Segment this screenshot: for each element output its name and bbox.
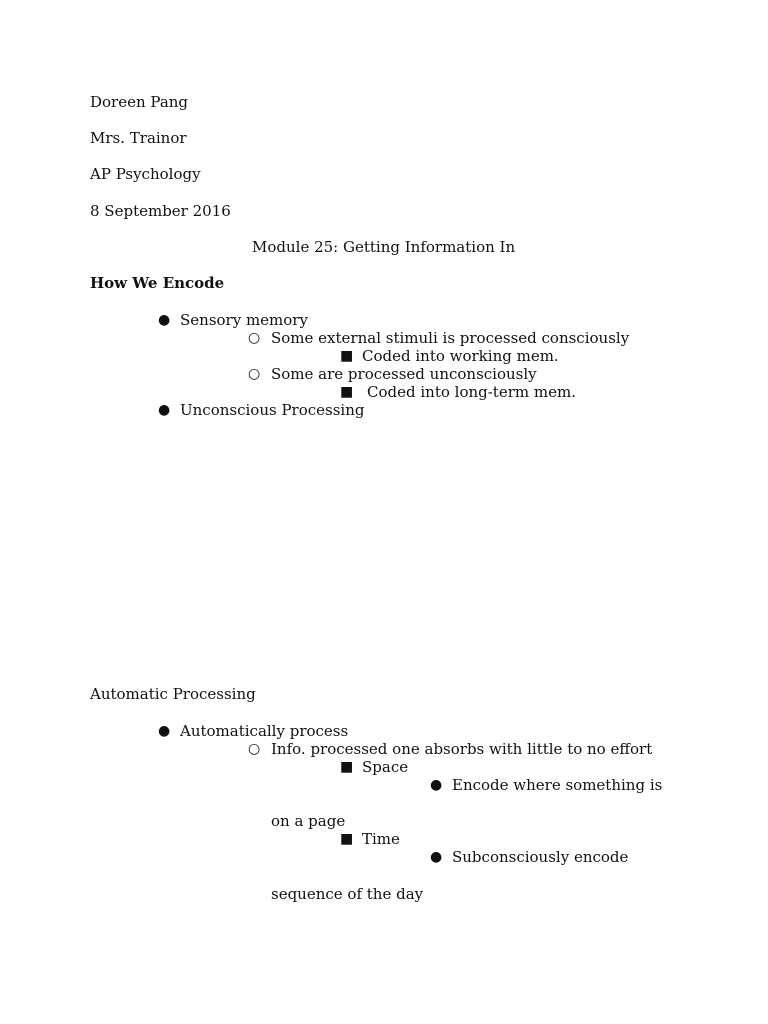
filled-circle-bullet-icon: ● — [430, 849, 443, 865]
list-item: Info. processed one absorbs with little to no effort — [271, 740, 653, 758]
page-title: Module 25: Getting Information In — [252, 238, 516, 256]
open-circle-bullet-icon: ○ — [248, 366, 261, 382]
list-item: Automatically process — [180, 722, 349, 740]
square-bullet-icon: ■ — [340, 348, 354, 364]
list-item: Coded into long-term mem. — [367, 383, 576, 401]
square-bullet-icon: ■ — [340, 384, 354, 400]
filled-circle-bullet-icon: ● — [158, 312, 171, 328]
filled-circle-bullet-icon: ● — [158, 402, 171, 418]
filled-circle-bullet-icon: ● — [158, 723, 171, 739]
course-name: AP Psychology — [90, 165, 201, 183]
list-item: Some are processed unconsciously — [271, 365, 537, 383]
square-bullet-icon: ■ — [340, 831, 354, 847]
open-circle-bullet-icon: ○ — [248, 741, 261, 757]
student-name: Doreen Pang — [90, 93, 189, 111]
list-item: Coded into working mem. — [362, 347, 559, 365]
list-item: Space — [362, 758, 409, 776]
open-circle-bullet-icon: ○ — [248, 330, 261, 346]
list-item: Time — [362, 830, 400, 848]
list-item: Some external stimuli is processed consciously — [271, 329, 630, 347]
list-item: Sensory memory — [180, 311, 308, 329]
document-date: 8 September 2016 — [90, 202, 231, 220]
list-item-continuation: sequence of the day — [271, 885, 424, 903]
section-heading-automatic: Automatic Processing — [90, 685, 256, 703]
list-item-continuation: on a page — [271, 812, 346, 830]
teacher-name: Mrs. Trainor — [90, 129, 187, 147]
section-heading-encode: How We Encode — [90, 274, 225, 292]
list-item: Encode where something is — [452, 776, 663, 794]
square-bullet-icon: ■ — [340, 759, 354, 775]
list-item: Unconscious Processing — [180, 401, 365, 419]
list-item: Subconsciously encode — [452, 848, 629, 866]
filled-circle-bullet-icon: ● — [430, 777, 443, 793]
